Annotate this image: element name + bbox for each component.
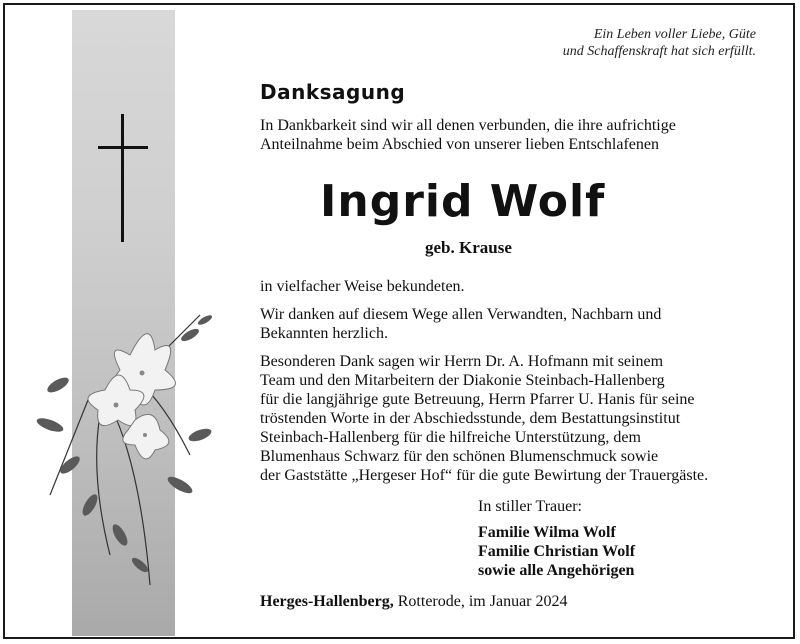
mourner-family: Familie Christian Wolf bbox=[478, 543, 636, 560]
paragraph-line: Steinbach-Hallenberg für die hilfreiche Unterstützung, dem bbox=[260, 429, 641, 446]
motto bbox=[563, 26, 756, 60]
paragraph-line: der Gaststätte „Hergeser Hof“ für die gute Bewirtung der Trauergäste. bbox=[260, 467, 709, 484]
paragraph-line: Team und den Mitarbeitern der Diakonie Steinbach-Hallenberg bbox=[260, 372, 665, 389]
paragraph-line: Blumenhaus Schwarz für den schönen Blumenschmuck sowie bbox=[260, 448, 659, 465]
paragraph-2 bbox=[260, 305, 661, 343]
place-and-date bbox=[260, 593, 568, 611]
paragraph-line: in vielfacher Weise bekundeten. bbox=[260, 278, 465, 295]
paragraph-line: Bekannten herzlich. bbox=[260, 325, 388, 342]
deceased-name: Ingrid Wolf bbox=[320, 176, 606, 227]
paragraph-3 bbox=[260, 352, 708, 485]
paragraph-line: für die langjährige gute Betreuung, Herrn Pfarrer U. Hanis für seine bbox=[260, 391, 695, 408]
paragraph-1 bbox=[260, 277, 465, 296]
paragraph-line: Wir danken auf diesem Wege allen Verwandten, Nachbarn und bbox=[260, 306, 662, 323]
intro-line-1: In Dankbarkeit sind wir all denen verbunden, die ihre aufrichtige bbox=[260, 117, 676, 134]
motto-line-2: und Schaffenskraft hat sich erfüllt. bbox=[562, 44, 756, 59]
heading: Danksagung bbox=[260, 80, 406, 104]
place-name: Herges-Hallenberg, bbox=[260, 593, 394, 610]
motto-line-1: Ein Leben voller Liebe, Güte bbox=[593, 27, 756, 42]
maiden-name: geb. Krause bbox=[425, 238, 512, 257]
paragraph-line: tröstenden Worte in der Abschiedsstunde, dem Bestattungsinstitut bbox=[260, 410, 681, 427]
mourning-intro: In stiller Trauer: bbox=[478, 498, 582, 515]
place-date: Rotterode, im Januar 2024 bbox=[393, 593, 568, 610]
mourner-family: Familie Wilma Wolf bbox=[478, 524, 616, 541]
mourner-family: sowie alle Angehörigen bbox=[478, 562, 635, 579]
intro-line-2: Anteilnahme beim Abschied von unserer lieben Entschlafenen bbox=[260, 136, 659, 153]
mourners-list bbox=[478, 523, 635, 580]
lily-bouquet-image bbox=[30, 295, 220, 595]
paragraph-line: Besonderen Dank sagen wir Herrn Dr. A. Hofmann mit seinem bbox=[260, 353, 664, 370]
intro-text bbox=[260, 116, 676, 154]
